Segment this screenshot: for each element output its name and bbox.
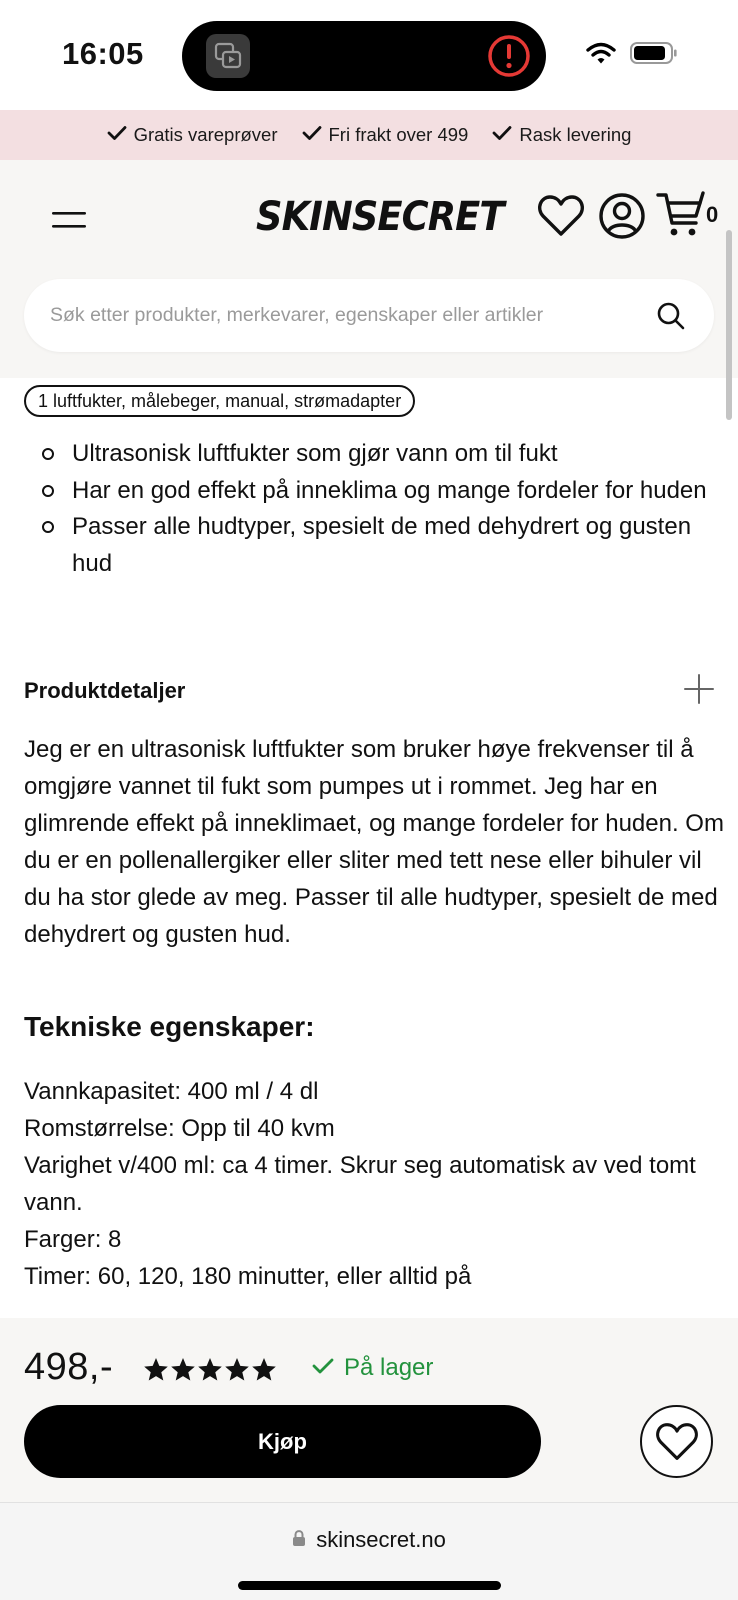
tech-spec: Farger: 8 — [24, 1226, 122, 1253]
heart-icon — [655, 1422, 699, 1462]
scrollbar[interactable] — [726, 230, 732, 420]
includes-chip: 1 luftfukter, målebeger, manual, strømadapter — [24, 385, 415, 417]
buy-button[interactable]: Kjøp — [24, 1405, 541, 1478]
search-icon[interactable] — [656, 301, 686, 331]
rating-stars[interactable] — [143, 1357, 277, 1382]
tech-spec: Varighet v/400 ml: ca 4 timer. Skrur seg automatisk av ved tomt vann. — [24, 1152, 696, 1216]
wifi-icon — [586, 41, 616, 70]
screen-mirror-icon — [206, 34, 250, 78]
check-icon — [312, 1354, 334, 1382]
home-indicator[interactable] — [238, 1581, 501, 1590]
star-icon — [143, 1357, 169, 1382]
feature-item: Har en god effekt på inneklima og mange fordeler for huden — [24, 473, 714, 510]
status-icons — [586, 40, 678, 70]
add-to-wishlist-button[interactable] — [640, 1405, 713, 1478]
promo-bar — [0, 110, 738, 160]
promo-item — [107, 124, 278, 146]
status-bar — [0, 0, 738, 110]
product-details-toggle[interactable]: Produktdetaljer — [24, 678, 186, 703]
lock-icon — [292, 1527, 306, 1553]
stock-label: På lager — [344, 1354, 434, 1381]
plus-icon[interactable] — [684, 674, 714, 704]
promo-item — [492, 124, 631, 146]
feature-item: Passer alle hudtyper, spesielt de med dehydrert og gusten hud — [24, 509, 714, 582]
star-icon — [170, 1357, 196, 1382]
tech-spec: Vannkapasitet: 400 ml / 4 dl — [24, 1078, 319, 1105]
feature-item: Ultrasonisk luftfukter som gjør vann om til fukt — [24, 436, 714, 473]
wishlist-icon[interactable] — [537, 194, 585, 238]
star-icon — [224, 1357, 250, 1382]
dynamic-island — [182, 21, 546, 91]
site-header — [0, 160, 738, 378]
tech-specs-title: Tekniske egenskaper: — [24, 1011, 315, 1042]
tech-spec: Timer: 60, 120, 180 minutter, eller alltid på — [24, 1263, 472, 1290]
buy-bar — [0, 1318, 738, 1502]
site-logo[interactable]: SKINSECRET — [256, 194, 504, 240]
browser-bar — [0, 1502, 738, 1600]
tech-spec: Romstørrelse: Opp til 40 kvm — [24, 1115, 335, 1142]
address-bar[interactable] — [0, 1527, 738, 1553]
promo-label: Fri frakt over 499 — [328, 124, 469, 145]
url-text: skinsecret.no — [316, 1527, 446, 1552]
promo-item — [302, 124, 469, 146]
menu-icon[interactable] — [52, 208, 86, 232]
cart-count: 0 — [706, 202, 719, 227]
tech-specs-list — [24, 1073, 724, 1295]
price: 498,- — [24, 1346, 114, 1388]
check-icon — [492, 124, 512, 146]
account-icon[interactable] — [598, 192, 646, 240]
promo-label: Gratis vareprøver — [133, 124, 278, 145]
battery-icon — [630, 41, 678, 70]
star-icon — [251, 1357, 277, 1382]
star-icon — [197, 1357, 223, 1382]
cart-icon[interactable] — [656, 191, 706, 239]
feature-list — [24, 436, 714, 582]
status-time: 16:05 — [62, 36, 144, 71]
search-input[interactable] — [48, 279, 648, 352]
search-box — [24, 279, 714, 352]
check-icon — [107, 124, 127, 146]
check-icon — [302, 124, 322, 146]
promo-label: Rask levering — [519, 124, 632, 145]
product-description: Jeg er en ultrasonisk luftfukter som bruker høye frekvenser til å omgjøre vannet til fukt som pumpes ut i rommet. Jeg har en glimrende effekt på inneklimaet, og mange fordeler for huden. Om du er en pollenallergiker eller sliter med tett nese eller bihuler vil du ha stor glede av meg. Passer til alle hudtyper, spesielt de med dehydrert og gusten hud. — [24, 736, 724, 948]
stock-status — [312, 1354, 433, 1382]
alert-icon — [486, 33, 532, 79]
